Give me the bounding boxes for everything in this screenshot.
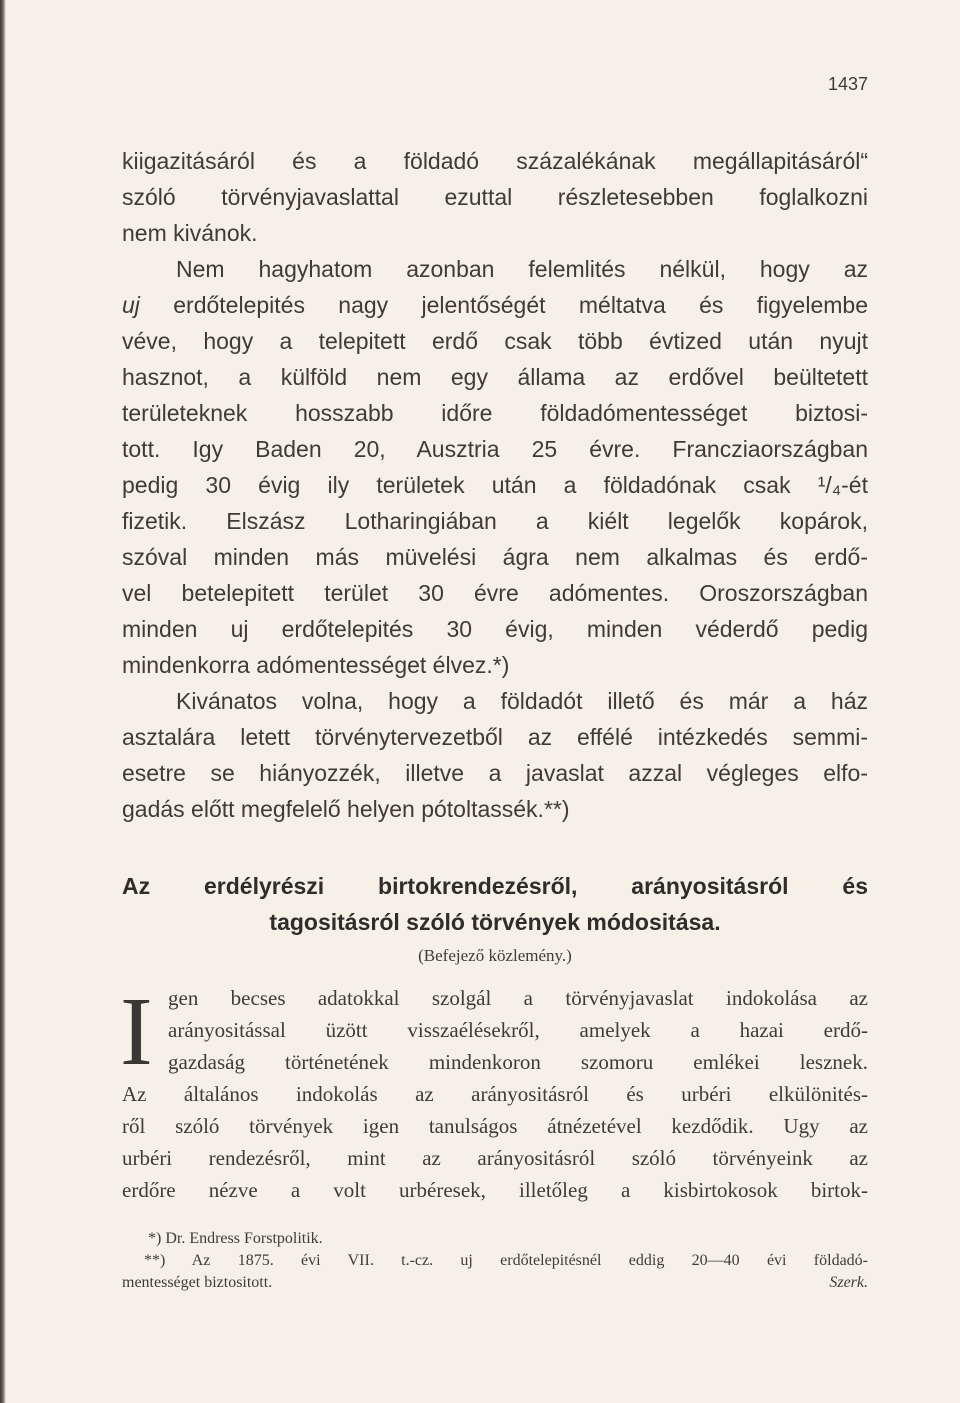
text-line: szóló törvényjavaslattal ezuttal részletesebben foglalkozni bbox=[122, 184, 868, 210]
text-line: ről szóló törvények igen tanulságos átnézetével kezdődik. Ugy az bbox=[122, 1114, 868, 1138]
text-line-rest: erdőtelepités nagy jelentőségét méltatva és figyelembe bbox=[139, 292, 868, 318]
text-line: nem kivánok. bbox=[122, 220, 258, 246]
footnote: mentességet biztositott. bbox=[122, 1274, 273, 1291]
section-subtitle: (Befejező közlemény.) bbox=[418, 946, 572, 965]
page-edge bbox=[0, 0, 6, 1403]
text-line: asztalára letett törvénytervezetből az effélé intézkedés semmi- bbox=[122, 724, 868, 750]
text-line: szóval minden más müvelési ágra nem alkalmas és erdő- bbox=[122, 544, 868, 570]
page-number: 1437 bbox=[827, 74, 868, 94]
text-line: arányositással üzött visszaélésekről, amelyek a hazai erdő- bbox=[168, 1018, 868, 1042]
section-title-line: tagositásról szóló törvények módositása. bbox=[269, 909, 721, 935]
footnote: *) Dr. Endress Forstpolitik. bbox=[148, 1230, 323, 1247]
section-title-line: Az erdélyrészi birtokrendezésről, arányositásról és bbox=[122, 873, 868, 899]
text-line: véve, hogy a telepitett erdő csak több évtized után nyujt bbox=[122, 328, 868, 354]
footnote: **) Az 1875. évi VII. t.-cz. uj erdőtelepitésnél eddig 20—40 évi földadó- bbox=[144, 1252, 868, 1269]
text-line: pedig 30 évig ily területek után a földadónak csak ¹/₄-ét bbox=[122, 472, 868, 498]
text-line: Az általános indokolás az arányositásról és urbéri elkülönités- bbox=[122, 1082, 868, 1106]
text-line: erdőre nézve a volt urbéresek, illetőleg a kisbirtokosok birtok- bbox=[122, 1178, 868, 1202]
emphasis-uj: uj bbox=[122, 292, 140, 318]
footnote-signature: Szerk. bbox=[829, 1274, 868, 1291]
paragraph-first-line: Nem hagyhatom azonban felemlités nélkül, hogy az bbox=[176, 256, 868, 282]
text-line: hasznot, a külföld nem egy állama az erdővel beültetett bbox=[122, 364, 868, 390]
text-line: mindenkorra adómentességet élvez.*) bbox=[122, 652, 510, 678]
text-line: gen becses adatokkal szolgál a törvényjavaslat indokolása az bbox=[168, 986, 868, 1010]
paragraph-first-line: Kivánatos volna, hogy a földadót illető és már a ház bbox=[176, 688, 868, 714]
text-line: fizetik. Elszász Lotharingiában a kiélt legelők kopárok, bbox=[122, 508, 868, 534]
text-line: gadás előtt megfelelő helyen pótoltassék.**) bbox=[122, 796, 570, 822]
text-line: vel betelepitett terület 30 évre adómentes. Oroszországban bbox=[122, 580, 868, 606]
text-line: kiigazitásáról és a földadó százalékának megállapitásáról“ bbox=[122, 148, 868, 174]
text-line: tott. Igy Baden 20, Ausztria 25 évre. Francziaországban bbox=[122, 436, 868, 462]
drop-cap: I bbox=[120, 978, 153, 1086]
text-line: esetre se hiányozzék, illetve a javaslat azzal végleges elfo- bbox=[122, 760, 868, 786]
text-line: urbéri rendezésről, mint az arányositásról szóló törvényeink az bbox=[122, 1146, 868, 1170]
text-line: területeknek hosszabb időre földadómentességet biztosi- bbox=[122, 400, 868, 426]
text-line: gazdaság történetének mindenkoron szomoru emlékei lesznek. bbox=[168, 1050, 868, 1074]
text-line bbox=[122, 288, 868, 322]
text-line: minden uj erdőtelepités 30 évig, minden véderdő pedig bbox=[122, 616, 868, 642]
